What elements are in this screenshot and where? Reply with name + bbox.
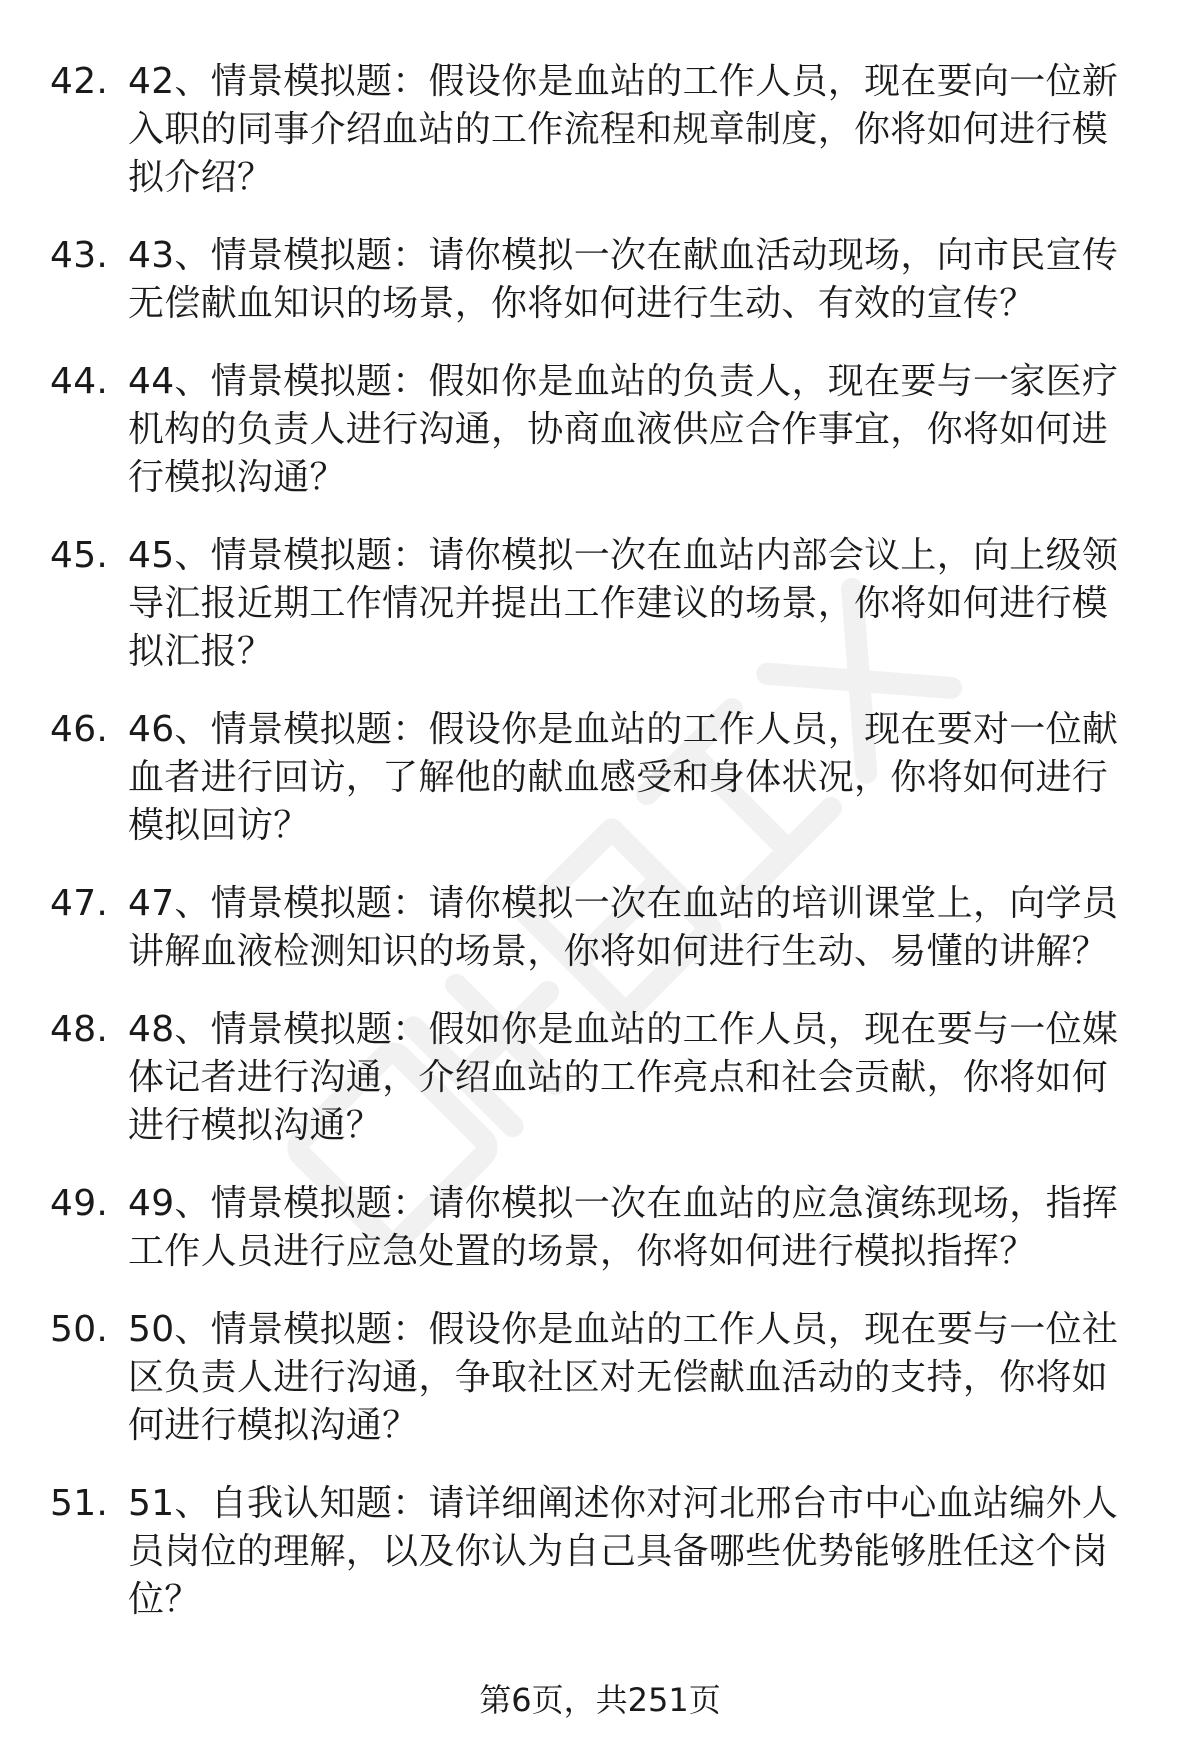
question-number: 47. bbox=[50, 883, 109, 924]
question-text: 51、自我认知题：请详细阐述你对河北邢台市中心血站编外人员岗位的理解，以及你认为自己具备哪些优势能够胜任这个岗位？ bbox=[128, 1483, 1119, 1620]
question-number: 46. bbox=[50, 709, 109, 750]
question-text: 43、情景模拟题：请你模拟一次在献血活动现场，向市民宣传无偿献血知识的场景，你将如何进行生动、有效的宣传？ bbox=[128, 235, 1119, 324]
list-item bbox=[0, 880, 1200, 976]
question-text: 45、情景模拟题：请你模拟一次在血站内部会议上，向上级领导汇报近期工作情况并提出工作建议的场景，你将如何进行模拟汇报？ bbox=[128, 535, 1119, 672]
question-text: 50、情景模拟题：假设你是血站的工作人员，现在要与一位社区负责人进行沟通，争取社区对无偿献血活动的支持，你将如何进行模拟沟通？ bbox=[128, 1309, 1119, 1446]
question-text: 46、情景模拟题：假设你是血站的工作人员，现在要对一位献血者进行回访，了解他的献血感受和身体状况，你将如何进行模拟回访？ bbox=[128, 709, 1119, 846]
question-text: 48、情景模拟题：假如你是血站的工作人员，现在要与一位媒体记者进行沟通，介绍血站的工作亮点和社会贡献，你将如何进行模拟沟通？ bbox=[128, 1009, 1119, 1146]
question-number: 50. bbox=[50, 1309, 109, 1350]
question-text: 47、情景模拟题：请你模拟一次在血站的培训课堂上，向学员讲解血液检测知识的场景，你将如何进行生动、易懂的讲解？ bbox=[128, 883, 1119, 972]
question-number: 44. bbox=[50, 361, 109, 402]
question-text: 44、情景模拟题：假如你是血站的负责人，现在要与一家医疗机构的负责人进行沟通，协商血液供应合作事宜，你将如何进行模拟沟通？ bbox=[128, 361, 1119, 498]
list-item bbox=[0, 1006, 1200, 1150]
question-number: 43. bbox=[50, 235, 109, 276]
question-number: 42. bbox=[50, 61, 109, 102]
list-item bbox=[0, 532, 1200, 676]
list-item bbox=[0, 58, 1200, 202]
list-item bbox=[0, 1306, 1200, 1450]
list-item bbox=[0, 706, 1200, 850]
list-item bbox=[0, 1480, 1200, 1624]
list-item bbox=[0, 358, 1200, 502]
question-number: 49. bbox=[50, 1183, 109, 1224]
question-text: 49、情景模拟题：请你模拟一次在血站的应急演练现场，指挥工作人员进行应急处置的场景，你将如何进行模拟指挥？ bbox=[128, 1183, 1119, 1272]
question-number: 45. bbox=[50, 535, 109, 576]
list-item bbox=[0, 1180, 1200, 1276]
page-footer: 第6页，共251页 bbox=[479, 1681, 721, 1719]
question-number: 51. bbox=[50, 1483, 109, 1524]
question-number: 48. bbox=[50, 1009, 109, 1050]
question-text: 42、情景模拟题：假设你是血站的工作人员，现在要向一位新入职的同事介绍血站的工作流程和规章制度，你将如何进行模拟介绍？ bbox=[128, 61, 1119, 198]
list-item bbox=[0, 232, 1200, 328]
question-list bbox=[0, 58, 1200, 1654]
